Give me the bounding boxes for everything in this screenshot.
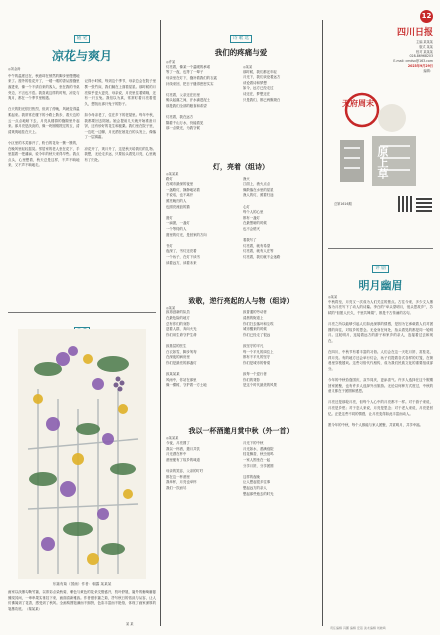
- poem-author-3: ◎某某: [166, 305, 176, 310]
- article-author-left: ◎刘金涛: [8, 67, 21, 71]
- painting-caption: 东篱有菊（国画）作者：朝露 某某某: [52, 582, 112, 586]
- issue-label: 总第1616期: [334, 202, 352, 206]
- article-title-left: 凉花与爽月: [51, 49, 112, 63]
- poem-body-2-right: 渔火 江面上，渔火点点 像散落在水里的星星 渔人的灯，照着归途 心灯 每个人的心里 都有一盏灯 在最黑暗的时候 也不会熄灭 看我写了 灯亮着，就有希望 灯亮着，就有人在等 灯亮着，我们就不会迷路: [243, 176, 281, 259]
- qr-code-icon[interactable]: [416, 196, 432, 212]
- left-section: [8, 24, 156, 624]
- page-footer: 责任编辑 冯鹏 编辑 安蓓 美术编辑 刘晓鸣: [330, 626, 386, 630]
- poem-body-4-right: 月光下的中秋 月光如水，洒满庭院 桂花飘香，秋虫低鸣 一家人围坐在一起 分享月饼，分享团圆 这样的夜晚 让人想起很多往事 想起远方的亲人 想起那些逝去的时光: [243, 441, 274, 496]
- section-tag-essay: 随 笔: [74, 35, 90, 43]
- poem-body-2-left: 路灯 在城市最深的夜里 一盏路灯，静静地站着 不说话，也不离开 照亮晚归的人 也照亮流浪的猫 窗灯 一扇窗，一盏灯 一个等待的人 窗里的灯光，是回家的方向 书灯 夜深了，书灯还亮着 一个孩子，在灯下读书 读着远方，读着未来: [166, 176, 207, 265]
- right-section: [328, 10, 433, 625]
- poem-author-4: ◎某某某: [166, 436, 179, 441]
- poem-title-2: 灯，亮着（组诗）: [213, 161, 269, 171]
- section-name: 原上草: [376, 146, 389, 179]
- poem-body-3-right: 致普通的劳动者 清晨的街道上 你们扫去落叶和尘埃 城市醒来的时候 你们已经走了很远 致坚守的平凡 每一个平凡的岗位上 都有不平凡的坚守 你们是城市的脊梁 致每一个逆行者 你们的背影 是这个时代最美的风景: [243, 310, 277, 388]
- article-body-left: 中午的温度还在，秋意却在悄然的脚步里慢慢地来了。窗外的桂花开了，一缕一缕的香从窗缝里溜进来，像一个不请自来的客人，坐在我的书桌旁边，不言也不语。我喜欢这样的时刻，凉花与爽月，都在一个季节里相遇。 白天的阳光依旧热烈，但到了傍晚，风就变得温柔起来。我常常在楼下的小路上散步，看天边的云一点点地暗下去，月亮从楼群的缝隙里升起来。那月亮是淡淡的，像一块刚刚擦过的玉，清清爽爽地挂在天上。 小区里的木芙蓉开了，粉白的花朵一簇一簇的，在晚风里轻轻摇晃。邻居家的老人坐在花下，手里摇着一把蒲扇，说今年的秋天来得早些。我点点头，心里想着，秋天总是这样，不声不响地来，又不声不响地走。 记得小时候，每到这个季节，母亲总会在院子里摆一张竹床，我们躺在上面看星星。那时候的月亮似乎更大更亮，母亲说，月亮里住着嫦娥，还有一只玉兔。我信以为真，常常盯着月亮看很久，想找出那只兔子的影子。 如今母亲老了，住在乡下的老屋里。每年中秋，我都要回去陪她。她会提前几天就开始准备月饼，还有炒好的花生和板栗。我们坐在院子里，一边吃一边聊，月光洒在她花白的头发上，像落了一层薄霜。 凉花开了，爽月升了，这是秋天给我们的礼物。我想，无论走多远，只要抬头看见月亮，心里就有了归处。: [8, 73, 156, 168]
- column-logo: [332, 88, 422, 198]
- column-name: 天府周末: [342, 98, 374, 108]
- section-tag-review: 评 剧: [372, 265, 388, 273]
- poem-title-1: 我们的疼痛与爱: [214, 48, 268, 57]
- middle-section: [166, 24, 316, 624]
- poem-body-1: 灯亮着，像某一个温暖的承诺 等了一夜，也等了一辈子 母亲坐在灯下，缝补着我们的衣裳 针线来回，把日子缝得密密实实 灯亮着，父亲还在田里 锄头起落之间，汗水滴进泥土 那是我们全部的粮食和希望 灯亮着，我在远方 隔着千山万水，仍能看见 那一点微光，为我守候: [166, 64, 217, 131]
- paper-name: 四川日报: [396, 28, 433, 38]
- poem-author-1b: ◎某某: [243, 64, 253, 69]
- painting-review: 画家以淡墨勾勒竹篱，以浓彩点染秋菊，紫色与黄色的花朵交错盛开，枝叶舒展，篱外的葡萄藤蔓缠绕其间，一串串果实垂挂下来，画面清新雅致。作者借东篱之菊，抒写秋日的恬淡与从容，让人仿佛闻到了花香，感受到了秋风。全画构图饱满而不拥挤，色彩丰富而不艳俗，体现了画家深厚的笔墨功底。（秦某某）: [8, 590, 156, 611]
- issue-date: 2023年9月29日: [407, 63, 433, 68]
- painting-credit: 某 某: [126, 622, 134, 626]
- editor-label: 编辑：: [423, 68, 433, 73]
- poem-author-1: ◎许某: [166, 60, 176, 64]
- article-body-right: 中秋将至，月亮又一次成为人们关注的焦点。古往今来，多少文人墨客为月亮写下了动人的诗篇。李白的“举头望明月，低头思故乡”，苏轼的“但愿人长久，千里共婵娟”，都是千古传诵的名句。 月亮之所以能够引起人们如此深厚的情感，是因为它承载着人们对团圆的向往，对故乡的思念。无论身在何处，抬头看见的都是同一轮明月。这轮明月，连接着远方的游子和家乡的亲人，连接着过去和现在。 在四川，中秋节有着丰富的习俗。人们会在这一天吃月饼、赏桂花、拜月亮。有的地方还会举行灯会，孩子们提着各式各样的灯笼，在街巷里穿梭嬉戏。这些习俗代代相传，成为我们民族文化的重要组成部分。 今年的中秋恰逢国庆，双节同庆，更添喜气。许多人选择在这个假期回家团聚，也有许多人选择外出旅游。无论以何种方式度过，中秋的意义都在于团圆和感恩。 月亮还是那轮月亮，但每个人心中的月亮都不一样。对于游子来说，月亮是乡愁；对于恋人来说，月亮是思念；对于老人来说，月亮是回忆。正是这些不同的情感，让月亮变得如此丰富而动人。 愿今年的中秋，每个人都能与家人团聚，共赏明月，共享幸福。: [328, 299, 433, 427]
- poem-title-3: 致敬，逆行亮起的人与物（组诗）: [188, 295, 294, 305]
- chrysanthemum-painting: [18, 329, 146, 579]
- masthead-lines: 主编 某某某 版式 某某 校对 某某某 028-86968203 E-mail: cmdsx@163.com: [393, 40, 433, 64]
- qr-code-icon[interactable]: [398, 196, 414, 212]
- poem-body-4-left: 今夜，月亮圆了 我以一杯酒，邀月共饮 月光洒在杯中 酒里便有了故乡的味道 母亲的笑容，父亲的叮咛 都在这一杯酒里 我举杯，月亮也举杯 我们一饮而尽: [166, 441, 204, 490]
- poem-author-2: ◎某某某: [166, 171, 179, 176]
- poem-title-4: 我以一杯酒邀月赏中秋（外一首）: [188, 426, 294, 436]
- section-tag-poetry: 诗 歌 选: [230, 35, 252, 43]
- page-number-badge: 12: [420, 10, 433, 23]
- painting-image: [18, 329, 146, 579]
- masthead: [328, 10, 433, 242]
- poem-body-3-left: 致再创新的队员 在最危险的地方 总有你们的身影 逆着人群，奔向火光 你们用生命守护生命 致基层的医生 白衣如雪，脚步匆匆 在深夜的病房里 你们是最亮的那盏灯 致某某某 风雨中，你站在那里 像一棵树，守护着一方土地: [166, 310, 207, 388]
- poem-body-1b: 那时候，我们都还年轻 月光下，我们谈论着远方 谈论着诗和梦想 如今，远方已经走过 诗还在，梦想还在 只是我们，都已两鬓斑白: [243, 69, 281, 102]
- article-author-right: ◎某某: [328, 295, 338, 299]
- article-title-right: 明月幽眉: [358, 279, 403, 292]
